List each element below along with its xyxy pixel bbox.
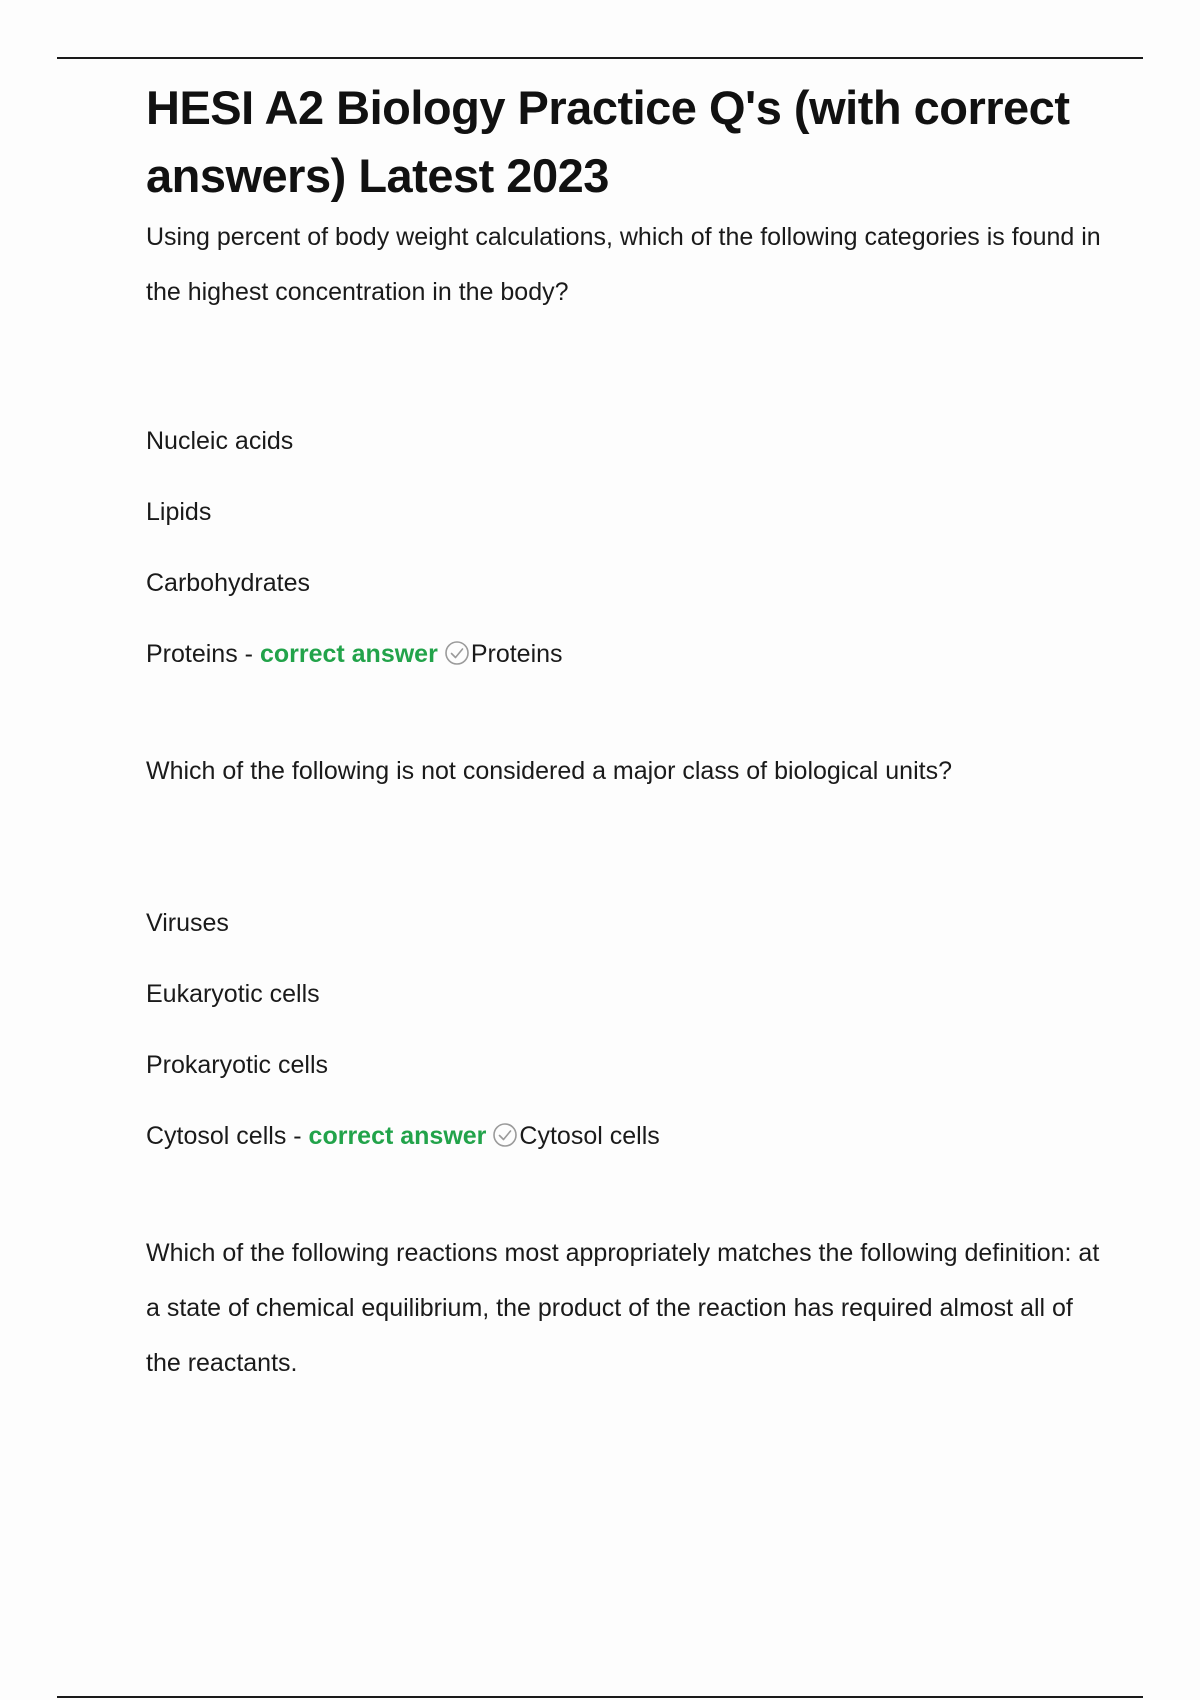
answer-option-item: [146, 619, 1106, 690]
option-item: Carbohydrates: [146, 569, 310, 597]
option-item: Eukaryotic cells: [146, 980, 320, 1008]
answer-option-text: Proteins: [146, 640, 238, 668]
option-item: Lipids: [146, 498, 212, 526]
document-title: HESI A2 Biology Practice Q's (with correct answers) Latest 2023: [146, 81, 1070, 202]
option-item: Prokaryotic cells: [146, 1051, 328, 1079]
check-circle-icon: [492, 1105, 518, 1131]
bottom-rule: [57, 1696, 1143, 1698]
answer-separator: -: [286, 1122, 309, 1150]
correct-answer-label: correct answer: [259, 640, 438, 668]
option-item: Viruses: [146, 909, 229, 937]
answer-option-text: Cytosol cells: [146, 1122, 287, 1150]
document-page: [146, 74, 1106, 1391]
check-circle-icon: [444, 623, 470, 649]
question-2-text: Which of the following is not considered a major class of biological units?: [146, 757, 952, 785]
answer-separator: -: [237, 640, 260, 668]
option-item: Nucleic acids: [146, 427, 294, 455]
top-rule: [57, 57, 1143, 59]
answer-option-item: [146, 1101, 1106, 1172]
question-3-text: Which of the following reactions most appropriately matches the following definition: at a state of chemical equilibrium, the product of the reaction has required almost all of the reactants.: [146, 1239, 1100, 1377]
question-1-options: [146, 406, 1106, 690]
question-1-text: Using percent of body weight calculations, which of the following categories is found in the highest concentration in the body?: [146, 223, 1101, 306]
answer-text: Cytosol cells: [519, 1122, 660, 1150]
correct-answer-label: correct answer: [308, 1122, 487, 1150]
answer-text: Proteins: [470, 640, 563, 668]
question-2-options: [146, 888, 1106, 1172]
